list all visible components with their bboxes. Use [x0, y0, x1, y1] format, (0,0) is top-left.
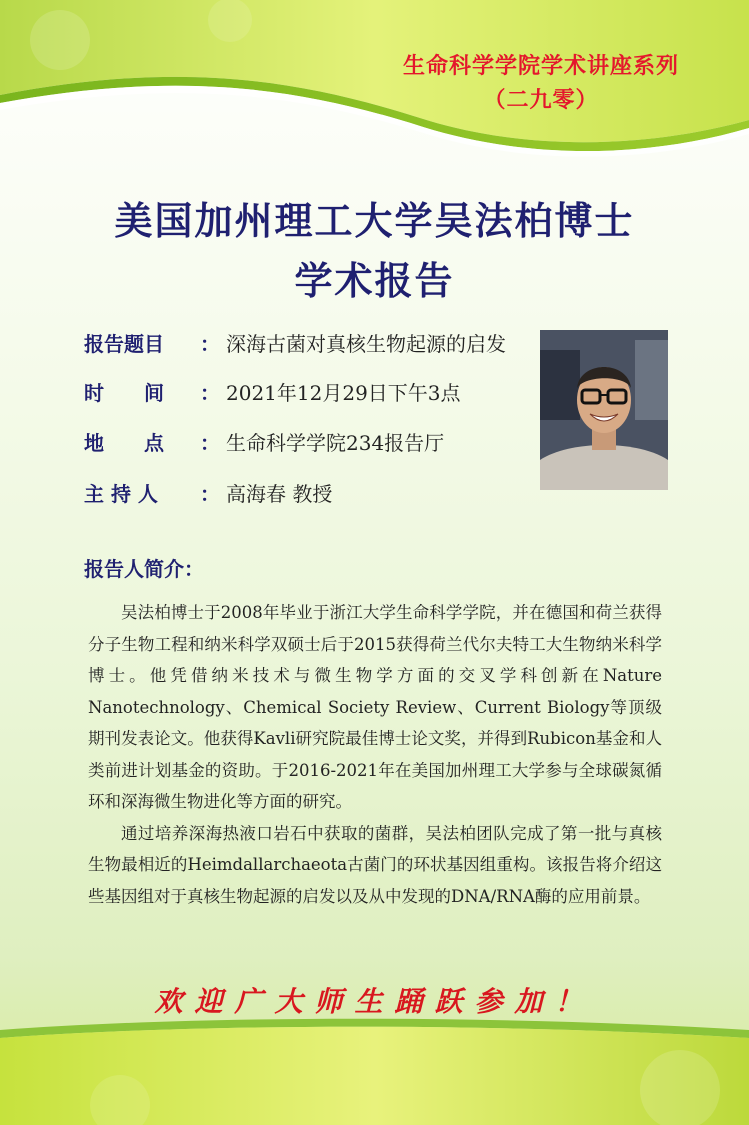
info-label-topic: 报告题目 [84, 331, 164, 356]
page-title-line-2: 学术报告 [294, 259, 455, 303]
bio-paragraph-2: 通过培养深海热液口岩石中获取的菌群，吴法柏团队完成了第一批与真核生物最相近的Heimdallarchaeota古菌门的环状基因组重构。该报告将介绍这些基因组对于真核生物起源的启发以及从中发现的DNA/RNA酶的应用前景。 [88, 823, 662, 906]
info-colon: ： [200, 380, 220, 405]
info-value-time: 2021年12月29日下午3点 [226, 380, 461, 405]
lecture-series-label [361, 50, 721, 118]
portrait-photo-icon [540, 330, 668, 490]
info-colon: ： [200, 481, 220, 506]
info-value-host: 高海春 教授 [226, 481, 333, 506]
bio-text [88, 597, 662, 912]
welcome-slogan: 欢迎广大师生踊跃参加！ [154, 985, 595, 1018]
info-colon: ： [200, 331, 220, 356]
info-row-time [84, 376, 461, 406]
info-value-topic: 深海古菌对真核生物起源的启发 [226, 331, 506, 356]
bottom-wave-decoration [0, 1010, 749, 1125]
page-title-line-1: 美国加州理工大学吴法柏博士 [114, 199, 635, 243]
series-line-1: 生命科学学院学术讲座系列 [402, 54, 679, 79]
info-row-host [84, 477, 332, 507]
info-label-host: 主 持 人 [84, 481, 158, 506]
series-line-2: （二九零） [483, 88, 599, 113]
info-label-location: 地 点 [84, 430, 164, 455]
info-row-location [84, 426, 444, 456]
info-label-time: 时 间 [84, 380, 164, 405]
speaker-photo [540, 330, 668, 490]
info-colon: ： [200, 430, 220, 455]
bio-paragraph-1: 吴法柏博士于2008年毕业于浙江大学生命科学学院，并在德国和荷兰获得分子生物工程和纳米科学双硕士后于2015获得荷兰代尔夫特工大生物纳米科学博士。他凭借纳米技术与微生物学方面的交叉学科创新在Nature Nanotechnology、Chemical Society Review、Current Biology等顶级期刊发表论文。他获得Kavli研究院最佳博士论文奖，并得到Rubicon基金和人类前进计划基金的资助。于2016-2021年在美国加州理工大学参与全球碳氮循环和深海微生物进化等方面的研究。 [88, 603, 662, 811]
bio-heading: 报告人简介： [84, 557, 204, 581]
info-value-location: 生命科学学院234报告厅 [226, 430, 445, 455]
info-row-topic [84, 327, 506, 357]
